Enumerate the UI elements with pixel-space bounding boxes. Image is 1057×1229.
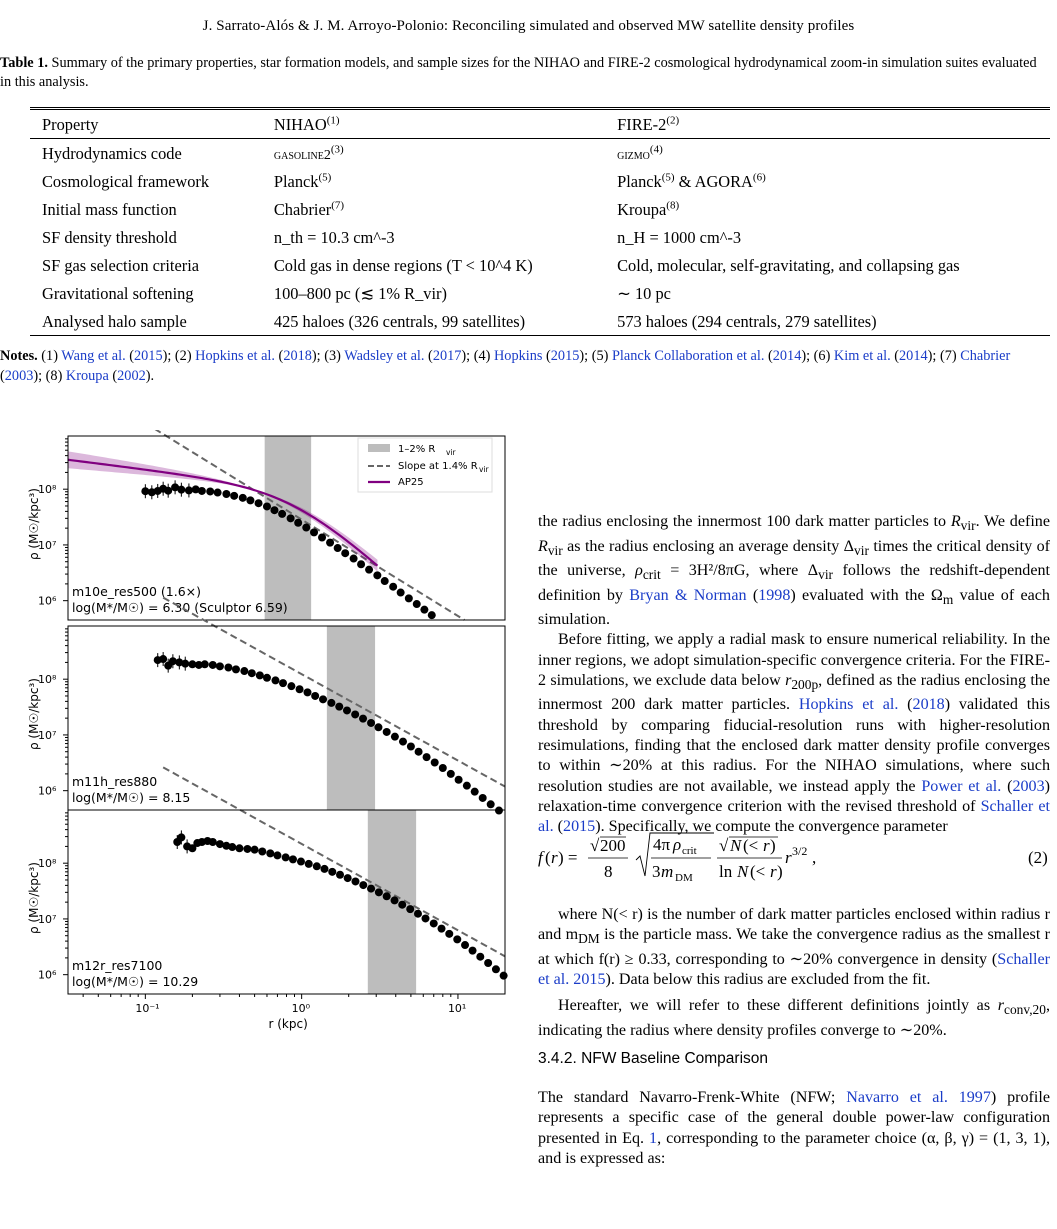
data-point xyxy=(367,719,375,727)
data-point xyxy=(415,748,423,756)
panel-simulation-name: m12r_res7100 xyxy=(72,958,163,973)
data-point xyxy=(430,919,438,927)
y-axis-label: ρ (M☉/kpc³) xyxy=(27,862,41,934)
data-point xyxy=(270,506,278,514)
data-point xyxy=(239,494,247,502)
data-point xyxy=(336,871,344,879)
note-reference-year[interactable]: 2015 xyxy=(550,348,580,364)
svg-text:(: ( xyxy=(545,848,551,867)
cell-nihao: gasoline2$^{(3)}$ xyxy=(273,143,344,163)
panel-simulation-name: m11h_res880 xyxy=(72,774,158,789)
data-point xyxy=(335,703,343,711)
col-fire: FIRE-2$^{(2)}$ xyxy=(605,109,1050,139)
data-point xyxy=(351,710,359,718)
data-point xyxy=(201,660,209,668)
note-reference-year[interactable]: 2014 xyxy=(899,348,928,364)
svg-text:m: m xyxy=(661,862,674,881)
svg-text:,: , xyxy=(812,848,817,867)
table-body xyxy=(30,139,1050,336)
legend-label-band: 1–2% R xyxy=(398,444,436,455)
svg-text:3/2: 3/2 xyxy=(792,844,808,858)
caption-text: Summary of the primary properties, star formation models, and sample sizes for the NIHAO and FIRE-2 cosmological hydrodynamical zoom-in simulation suites evaluated in this analysis. xyxy=(0,55,1037,90)
data-point xyxy=(164,487,172,495)
data-point xyxy=(391,896,399,904)
data-point xyxy=(428,611,436,619)
data-point xyxy=(266,849,274,857)
notes-label: Notes. xyxy=(0,348,38,364)
ref-power-year[interactable]: 2003 xyxy=(1012,777,1045,795)
data-point xyxy=(232,665,240,673)
note-reference[interactable]: Planck Collaboration et al. xyxy=(611,348,765,364)
ref-schaller[interactable]: Schaller et al. xyxy=(538,797,1050,836)
note-reference[interactable]: Hopkins et al. xyxy=(195,348,275,364)
legend-label-slope: Slope at 1.4% R xyxy=(398,461,478,472)
caption-label: Table 1. xyxy=(0,55,48,71)
data-point xyxy=(271,676,279,684)
data-point xyxy=(313,862,321,870)
data-point xyxy=(351,877,359,885)
body-text-column-2 xyxy=(538,905,1050,1041)
body-text-column-3 xyxy=(538,1088,1050,1229)
data-point xyxy=(476,953,484,961)
note-reference-year[interactable]: 2017 xyxy=(432,348,462,364)
data-point xyxy=(318,533,326,541)
data-point xyxy=(287,682,295,690)
svg-text:√: √ xyxy=(590,836,600,855)
data-point xyxy=(289,855,297,863)
ref-bryan-norman[interactable]: Bryan & Norman xyxy=(629,586,747,604)
ref-power[interactable]: Power et al. xyxy=(921,777,1002,795)
body-text-column xyxy=(538,512,1050,838)
data-point xyxy=(445,930,453,938)
data-point xyxy=(224,664,232,672)
y-tick-label: 10⁶ xyxy=(38,968,57,982)
data-point xyxy=(216,662,224,670)
data-point xyxy=(228,843,236,851)
data-point xyxy=(397,589,405,597)
cell-nihao: Planck$^{(5)}$ xyxy=(273,171,332,191)
svg-text:N: N xyxy=(730,836,742,855)
svg-text:r: r xyxy=(785,848,792,867)
paragraph-where: where N(< r) is the number of dark matter particles enclosed within radius r and $m_{DM}$ is the particle mass. We take the convergence radius as the smallest r at which f(r) ≥ 0.33, corresponding to ∼20% convergence in density (Schaller et al. 2015). Data below this radius are excluded from the fit. xyxy=(538,906,1051,989)
data-point xyxy=(344,874,352,882)
data-point xyxy=(248,669,256,677)
svg-text:r: r xyxy=(770,862,777,881)
density-profile-figure xyxy=(0,430,520,1220)
note-reference-year[interactable]: 2014 xyxy=(772,348,802,364)
table-notes: Notes. (1) Wang et al. (2015); (2) Hopkins et al. (2018); (3) Wadsley et al. (2017); (4) Hopkins (2015); (5) Planck Collaboration et al. (2014); (6) Kim et al. (2014); (7) Chabrier (2003); (8) Kroupa (2002). xyxy=(0,348,1011,384)
table-row xyxy=(30,195,1050,223)
paragraph-rvir: the radius enclosing the innermost 100 dark matter particles to $R_{vir}$. We define $R_{vir}$ as the radius enclosing an average density $\Delta_{vir}$ times the critical density of the universe, $\rho_{crit} = 3H^2/8\pi G$, where $\Delta_{vir}$ follows the redshift-dependent definition by Bryan & Norman (1998) evaluated with the $\Omega_m$ value of each simulation. xyxy=(538,513,1050,629)
cell-fire: Planck$^{(5)}$ & AGORA$^{(6)}$ xyxy=(617,171,766,191)
data-point xyxy=(461,941,469,949)
svg-text:crit: crit xyxy=(682,845,697,857)
data-point xyxy=(469,947,477,955)
data-point xyxy=(222,490,230,498)
cell-fire: gizmo$^{(4)}$ xyxy=(617,143,663,163)
data-point xyxy=(287,514,295,522)
note-reference-year[interactable]: 2002 xyxy=(117,368,146,384)
x-tick-label: 10⁻¹ xyxy=(135,1002,160,1015)
data-point xyxy=(447,770,455,778)
data-point xyxy=(406,905,414,913)
data-point xyxy=(500,972,508,980)
data-point xyxy=(230,492,238,500)
note-reference[interactable]: Kim et al. xyxy=(833,348,891,364)
data-point xyxy=(492,965,500,973)
data-point xyxy=(413,600,421,608)
svg-text:4π: 4π xyxy=(653,835,671,854)
data-point xyxy=(431,759,439,767)
data-point xyxy=(383,892,391,900)
svg-text:N: N xyxy=(737,862,749,881)
data-point xyxy=(359,881,367,889)
data-point xyxy=(258,848,266,856)
cell-property: SF density threshold xyxy=(42,227,177,247)
table-row xyxy=(30,167,1050,195)
y-tick-label: 10⁷ xyxy=(38,912,57,926)
data-point xyxy=(326,539,334,547)
data-point xyxy=(246,496,254,504)
y-axis-label: ρ (M☉/kpc³) xyxy=(27,678,41,750)
cell-fire: n_H = 1000 cm^-3 xyxy=(617,227,742,247)
panel-stellar-mass: log(M*/M☉) = 10.29 xyxy=(72,974,199,989)
data-point xyxy=(399,738,407,746)
svg-text:ln: ln xyxy=(719,862,733,881)
data-point xyxy=(185,486,193,494)
data-point xyxy=(256,671,264,679)
data-point xyxy=(367,885,375,893)
ref-hopkins-2018[interactable]: Hopkins et al. xyxy=(798,696,899,714)
ref-bryan-norman-year[interactable]: 1998 xyxy=(758,586,791,604)
note-reference[interactable]: Wang et al. xyxy=(61,348,126,364)
cell-nihao: Chabrier$^{(7)}$ xyxy=(273,199,345,219)
ref-schaller-year[interactable]: 2015 xyxy=(563,818,596,836)
cell-fire: Cold, molecular, self-gravitating, and collapsing gas xyxy=(617,255,960,275)
svg-text:(<: (< xyxy=(750,862,766,881)
note-reference-year[interactable]: 2018 xyxy=(283,348,312,364)
data-point xyxy=(294,519,302,527)
panel-stellar-mass: log(M*/M☉) = 6.30 (Sculptor 6.59) xyxy=(72,600,288,615)
data-point xyxy=(341,549,349,557)
data-point xyxy=(414,910,422,918)
data-point xyxy=(495,807,503,815)
ref-schaller-2015[interactable]: Schaller et al. 2015 xyxy=(538,950,1050,989)
section-heading: 3.4.2. NFW Baseline Comparison xyxy=(538,1050,769,1067)
data-point xyxy=(263,502,271,510)
data-point xyxy=(479,794,487,802)
data-point xyxy=(328,868,336,876)
cell-fire: Kroupa$^{(8)}$ xyxy=(617,199,680,219)
data-point xyxy=(487,800,495,808)
data-point xyxy=(273,851,281,859)
cell-property: Initial mass function xyxy=(42,199,177,219)
data-point xyxy=(278,510,286,518)
ref-navarro[interactable]: Navarro et al. 1997 xyxy=(846,1089,991,1106)
cell-property: Cosmological framework xyxy=(42,171,210,191)
svg-text:r: r xyxy=(551,848,558,867)
data-point xyxy=(373,571,381,579)
svg-text:8: 8 xyxy=(604,862,613,881)
fit-line xyxy=(68,460,377,566)
data-point xyxy=(319,695,327,703)
data-point xyxy=(235,844,243,852)
data-point xyxy=(484,959,492,967)
y-tick-label: 10⁷ xyxy=(38,728,57,742)
rvir-band xyxy=(327,626,375,810)
y-tick-label: 10⁸ xyxy=(38,673,57,687)
svg-text:): ) xyxy=(777,862,783,881)
data-point xyxy=(240,667,248,675)
equation-number: (2) xyxy=(1028,848,1048,867)
paragraph-hereafter: Hereafter, we will refer to these different definitions jointly as $r_{conv,20}$, indicating the radius where density profiles converge to ∼20%. xyxy=(538,997,1050,1039)
table-row xyxy=(30,307,1050,336)
data-point xyxy=(350,555,358,563)
data-point xyxy=(302,524,310,532)
svg-text:√: √ xyxy=(719,836,729,855)
data-point xyxy=(243,845,251,853)
data-point xyxy=(251,846,259,854)
panel-simulation-name: m10e_res500 (1.6×) xyxy=(72,584,202,599)
fit-uncertainty-band xyxy=(68,451,377,571)
data-point xyxy=(438,925,446,933)
data-point xyxy=(383,728,391,736)
note-reference[interactable]: Chabrier xyxy=(960,348,1011,364)
svg-text:): ) xyxy=(770,836,776,855)
note-reference-year[interactable]: 2015 xyxy=(134,348,163,364)
paragraph-nfw: The standard Navarro-Frenk-White (NFW; Navarro et al. 1997) profile represents a specific case of the general double power-law configuration presented in Eq. 1, corresponding to the parameter choice (α, β, γ) = (1, 3, 1), and is expressed as: xyxy=(538,1089,1050,1167)
cell-nihao: Cold gas in dense regions (T < 10^4 K) xyxy=(273,255,533,275)
data-point xyxy=(334,544,342,552)
y-tick-label: 10⁸ xyxy=(38,857,57,871)
data-point xyxy=(310,528,318,536)
data-point xyxy=(365,566,373,574)
paragraph-mask: Before fitting, we apply a radial mask to ensure numerical reliability. In the inner regions, we adopt simulation-specific convergence criteria. For the FIRE-2 simulations, we exclude data below $r_{200p}$, defined as the radius enclosing the innermost 200 dark matter particles. Hopkins et al. (2018) validated this threshold by comparing fiducial-resolution runs with higher-resolution resimulations, finding that the enclosed dark matter density profile converges to within ∼20% at this radius. For the NIHAO simulations, where such resolution studies are not available, we instead apply the Power et al. (2003) relaxation-time convergence criterion with the revised threshold of Schaller et al. (2015). Specifically, we compute the convergence parameter xyxy=(538,631,1050,836)
y-tick-label: 10⁶ xyxy=(38,594,57,608)
legend-label-slope-sub: vir xyxy=(479,465,489,474)
svg-text:(<: (< xyxy=(743,836,759,855)
data-point xyxy=(439,764,447,772)
data-point xyxy=(177,833,185,841)
equation-2 xyxy=(538,830,1050,886)
note-reference[interactable]: Wadsley et al. xyxy=(344,348,425,364)
data-point xyxy=(455,776,463,784)
table-header-row xyxy=(30,109,1050,139)
y-axis-label: ρ (M☉/kpc³) xyxy=(27,488,41,560)
data-point xyxy=(359,715,367,723)
x-axis-label: r (kpc) xyxy=(268,1017,308,1031)
note-reference[interactable]: Kroupa xyxy=(65,368,109,384)
data-point xyxy=(159,655,167,663)
legend-label-fit: AP25 xyxy=(398,477,424,488)
data-point xyxy=(279,679,287,687)
x-tick-label: 10⁰ xyxy=(291,1002,311,1015)
svg-text:3: 3 xyxy=(652,862,661,881)
y-tick-label: 10⁶ xyxy=(38,784,57,798)
note-reference[interactable]: Hopkins xyxy=(493,348,543,364)
properties-table xyxy=(30,107,1050,336)
data-point xyxy=(421,914,429,922)
data-point xyxy=(374,723,382,731)
x-tick-label: 10¹ xyxy=(447,1002,467,1015)
svg-text:200: 200 xyxy=(600,836,626,855)
note-reference-year[interactable]: 2003 xyxy=(4,368,34,384)
data-point xyxy=(405,594,413,602)
data-point xyxy=(389,583,397,591)
svg-text:) =: ) = xyxy=(558,848,578,867)
cell-property: Hydrodynamics code xyxy=(42,143,182,163)
cell-nihao: 100–800 pc (≲ 1% R_vir) xyxy=(273,283,447,303)
table-row xyxy=(30,251,1050,279)
data-point xyxy=(263,674,271,682)
col-property: Property xyxy=(30,109,262,139)
data-point xyxy=(357,560,365,568)
ref-eq1[interactable]: 1 xyxy=(649,1129,658,1147)
col-nihao: NIHAO$^{(1)}$ xyxy=(262,109,605,139)
y-tick-label: 10⁷ xyxy=(38,538,57,552)
cell-nihao: 425 haloes (326 centrals, 99 satellites) xyxy=(262,307,605,336)
data-point xyxy=(420,606,428,614)
data-point xyxy=(398,901,406,909)
data-point xyxy=(327,699,335,707)
data-point xyxy=(463,782,471,790)
data-point xyxy=(206,487,214,495)
cell-nihao: n_th = 10.3 cm^-3 xyxy=(273,227,395,247)
running-header: J. Sarrato-Alós & J. M. Arroyo-Polonio: Reconciling simulated and observed MW satellite density profiles xyxy=(202,18,855,34)
data-point xyxy=(391,733,399,741)
data-point xyxy=(320,865,328,873)
svg-text:r: r xyxy=(763,836,770,855)
cell-property: Gravitational softening xyxy=(42,283,194,303)
data-point xyxy=(423,753,431,761)
data-point xyxy=(209,661,217,669)
legend-label-band-sub: vir xyxy=(446,448,456,457)
data-point xyxy=(214,489,222,497)
data-point xyxy=(471,788,479,796)
legend-swatch-band xyxy=(368,444,390,452)
data-point xyxy=(375,888,383,896)
svg-text:DM: DM xyxy=(675,872,693,884)
table-row xyxy=(30,279,1050,307)
y-tick-label: 10⁸ xyxy=(38,483,57,497)
data-point xyxy=(177,486,185,494)
data-point xyxy=(209,838,217,846)
data-point xyxy=(297,858,305,866)
data-point xyxy=(343,706,351,714)
data-point xyxy=(311,692,319,700)
data-point xyxy=(453,935,461,943)
cell-fire: ∼ 10 pc xyxy=(617,283,671,303)
data-point xyxy=(296,685,304,693)
data-point xyxy=(381,577,389,585)
table-row xyxy=(30,223,1050,251)
ref-hopkins-2018-year[interactable]: 2018 xyxy=(912,696,945,714)
cell-property: SF gas selection criteria xyxy=(42,255,200,275)
data-point xyxy=(305,860,313,868)
svg-text:f: f xyxy=(538,848,543,867)
data-point xyxy=(282,853,290,861)
table-caption xyxy=(0,54,1050,92)
data-point xyxy=(255,499,263,507)
cell-fire: 573 haloes (294 centrals, 279 satellites) xyxy=(605,307,1050,336)
svg-text:ρ: ρ xyxy=(673,835,682,854)
data-point xyxy=(181,660,189,668)
panel-stellar-mass: log(M*/M☉) = 8.15 xyxy=(72,790,191,805)
data-point xyxy=(198,487,206,495)
data-point xyxy=(303,688,311,696)
table-row xyxy=(30,139,1050,168)
data-point xyxy=(407,743,415,751)
cell-property: Analysed halo sample xyxy=(30,307,262,336)
